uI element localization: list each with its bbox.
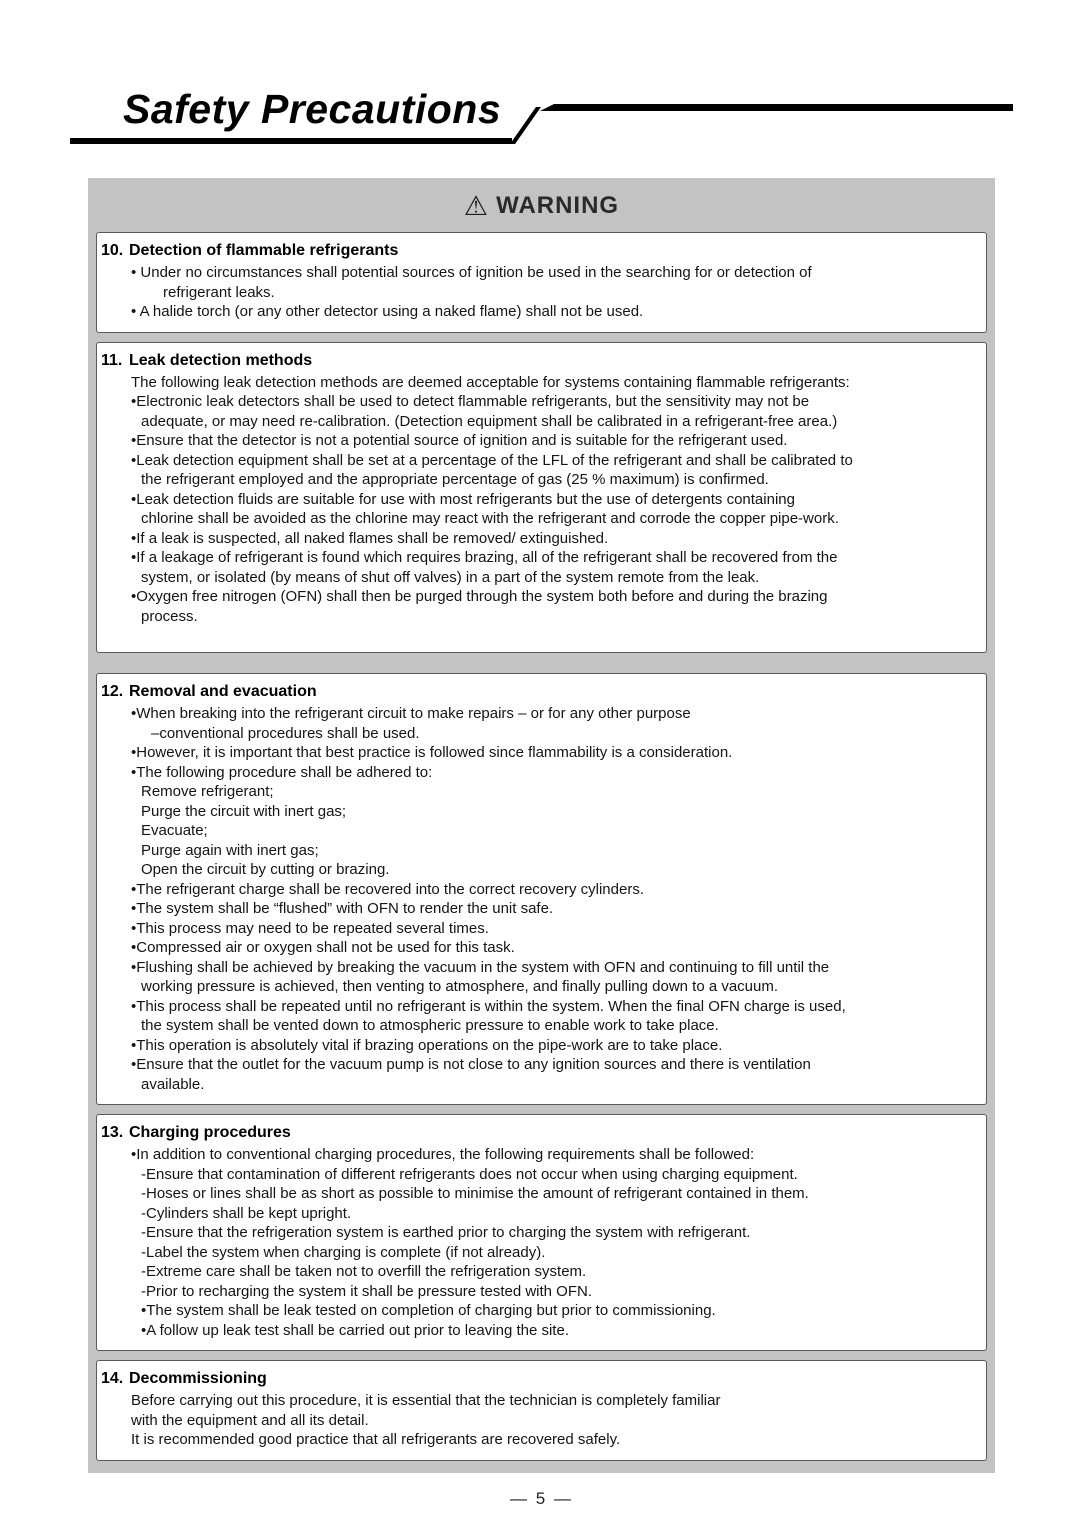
section-line: •Ensure that the detector is not a potential source of ignition and is suitable for the refrigerant used. <box>131 432 788 449</box>
section-line: -Prior to recharging the system it shall be pressure tested with OFN. <box>141 1282 593 1300</box>
section-line: Remove refrigerant; <box>141 783 274 800</box>
section-number: 10. <box>101 242 124 259</box>
section-line: -Cylinders shall be kept upright. <box>141 1204 352 1222</box>
section-line: •Leak detection fluids are suitable for use with most refrigerants but the use of detergents containing <box>131 490 795 508</box>
section-line: adequate, or may need re-calibration. (Detection equipment shall be calibrated in a refrigerant-free area.) <box>141 412 838 430</box>
section-title: Leak detection methods <box>129 351 313 369</box>
section-line: •Electronic leak detectors shall be used to detect flammable refrigerants, but the sensitivity may not be <box>131 393 810 410</box>
warning-label: WARNING <box>496 192 620 219</box>
section-line: •Flushing shall be achieved by breaking the vacuum in the system with OFN and continuing to fill until the <box>131 958 830 976</box>
section-number: 13. <box>101 1124 124 1141</box>
section-number: 11. <box>101 351 123 369</box>
section-heading <box>101 240 978 261</box>
section-line: •The refrigerant charge shall be recovered into the correct recovery cylinders. <box>131 880 644 898</box>
section-line: •The system shall be leak tested on completion of charging but prior to commissioning. <box>141 1302 716 1319</box>
section-line: •However, it is important that best practice is followed since flammability is a consideration. <box>131 744 733 761</box>
section-line: the refrigerant employed and the appropriate percentage of gas (25 % maximum) is confirmed. <box>141 471 769 488</box>
section-line: Before carrying out this procedure, it is essential that the technician is completely familiar <box>131 1392 721 1409</box>
section-line: •Oxygen free nitrogen (OFN) shall then be purged through the system both before and during the brazing <box>131 588 828 605</box>
section-line: -Extreme care shall be taken not to overfill the refrigeration system. <box>141 1263 587 1280</box>
title-underline-rule <box>70 138 512 144</box>
section-box <box>96 232 987 333</box>
section-line: •This process shall be repeated until no refrigerant is within the system. When the final OFN charge is used, <box>131 997 846 1015</box>
warning-triangle-icon: ⚠ <box>463 190 489 221</box>
section-line: •This operation is absolutely vital if brazing operations on the pipe-work are to take place. <box>131 1036 723 1054</box>
section-number: 12. <box>101 683 124 700</box>
section-line: -Hoses or lines shall be as short as possible to minimise the amount of refrigerant contained in them. <box>141 1185 809 1202</box>
section-line: Purge again with inert gas; <box>141 841 319 859</box>
section-line: •If a leak is suspected, all naked flames shall be removed/ extinguished. <box>131 529 609 547</box>
section-line: •The following procedure shall be adhered to: <box>131 763 433 781</box>
section-line: process. <box>141 607 198 625</box>
section-line: available. <box>141 1075 205 1093</box>
title-decoration-slant <box>510 107 541 144</box>
section-box <box>96 1360 987 1461</box>
section-line: The following leak detection methods are deemed acceptable for systems containing flammable refrigerants: <box>131 373 850 391</box>
section-heading <box>101 350 978 371</box>
section-line: •Leak detection equipment shall be set at a percentage of the LFL of the refrigerant and shall be calibrated to <box>131 451 853 469</box>
section-line: working pressure is achieved, then venting to atmosphere, and finally pulling down to a vacuum. <box>141 978 779 995</box>
section-box <box>96 342 987 654</box>
section-line: system, or isolated (by means of shut off valves) in a part of the system remote from the leak. <box>141 568 760 586</box>
page-title: Safety Precautions <box>123 86 502 132</box>
section-line: •The system shall be “flushed” with OFN to render the unit safe. <box>131 900 554 917</box>
section-line: • A halide torch (or any other detector using a naked flame) shall not be used. <box>131 303 644 320</box>
section-line: •In addition to conventional charging procedures, the following requirements shall be followed: <box>131 1146 755 1163</box>
section-heading <box>101 1122 978 1143</box>
section-line: -Ensure that the refrigeration system is earthed prior to charging the system with refrigerant. <box>141 1224 751 1241</box>
section-line: •A follow up leak test shall be carried out prior to leaving the site. <box>141 1321 569 1339</box>
section-line: Open the circuit by cutting or brazing. <box>141 861 390 878</box>
title-decoration-bar <box>540 104 1013 111</box>
page-number: — 5 — <box>510 1488 573 1508</box>
section-line: -Label the system when charging is complete (if not already). <box>141 1243 546 1261</box>
section-title: Charging procedures <box>129 1124 291 1141</box>
section-line: Evacuate; <box>141 822 208 839</box>
section-line: refrigerant leaks. <box>163 283 275 301</box>
page-footer <box>0 1473 1083 1533</box>
section-title: Detection of flammable refrigerants <box>129 242 399 259</box>
section-line: –conventional procedures shall be used. <box>151 724 420 742</box>
section-line: -Ensure that contamination of different refrigerants does not occur when using charging equipment. <box>141 1165 798 1183</box>
section-line: •When breaking into the refrigerant circuit to make repairs – or for any other purpose <box>131 705 691 722</box>
section-heading <box>101 681 978 702</box>
section-box <box>96 1114 987 1351</box>
section-line: •Compressed air or oxygen shall not be used for this task. <box>131 939 515 956</box>
warning-band <box>88 178 995 1473</box>
sections <box>96 232 987 1461</box>
section-line: It is recommended good practice that all refrigerants are recovered safely. <box>131 1431 621 1448</box>
page-header <box>0 0 1083 168</box>
section-box <box>96 673 987 1105</box>
warning-banner <box>96 188 987 232</box>
section-line: chlorine shall be avoided as the chlorine may react with the refrigerant and corrode the copper pipe-work. <box>141 510 839 527</box>
section-line: • Under no circumstances shall potential sources of ignition be used in the searching for or detection of <box>131 264 812 281</box>
section-title: Removal and evacuation <box>129 683 317 700</box>
section-line: •This process may need to be repeated several times. <box>131 919 489 937</box>
section-number: 14. <box>101 1370 124 1387</box>
section-line: with the equipment and all its detail. <box>131 1411 369 1429</box>
section-title: Decommissioning <box>129 1370 267 1387</box>
section-line: •If a leakage of refrigerant is found which requires brazing, all of the refrigerant shall be recovered from the <box>131 549 838 566</box>
section-heading <box>101 1368 978 1389</box>
section-line: the system shall be vented down to atmospheric pressure to enable work to take place. <box>141 1017 719 1034</box>
section-line: Purge the circuit with inert gas; <box>141 802 347 820</box>
section-line: •Ensure that the outlet for the vacuum pump is not close to any ignition sources and there is ventilation <box>131 1056 811 1073</box>
